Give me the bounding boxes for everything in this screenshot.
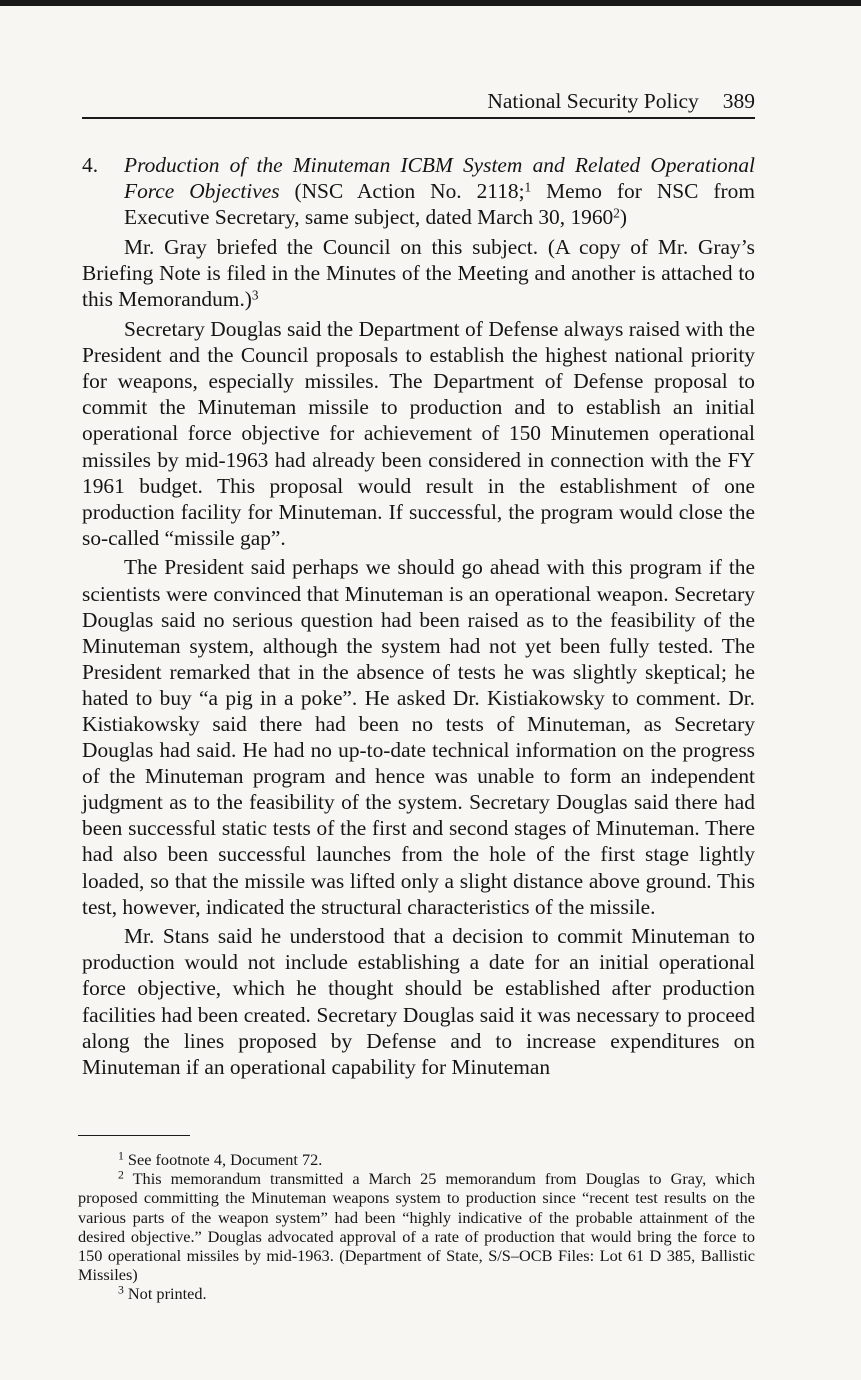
footnotes bbox=[78, 1150, 755, 1304]
footnote-1 bbox=[78, 1150, 755, 1169]
footnote-2 bbox=[78, 1169, 755, 1284]
footnote-text: Not printed. bbox=[123, 1284, 207, 1304]
paragraph-gray-briefing bbox=[82, 234, 755, 312]
item-number: 4. bbox=[82, 153, 99, 177]
footnote-mark: 2 bbox=[118, 1168, 124, 1182]
footnote-separator bbox=[78, 1135, 190, 1136]
footnote-3 bbox=[78, 1284, 755, 1303]
footnote-mark: 3 bbox=[118, 1283, 124, 1297]
main-text bbox=[82, 152, 755, 1083]
running-header bbox=[82, 86, 755, 116]
running-header-title: National Security Policy bbox=[487, 89, 699, 113]
agenda-item bbox=[82, 152, 755, 230]
item-reference-part-1: (NSC Action No. 2118; bbox=[279, 179, 525, 204]
paragraph-president-minuteman: The President said perhaps we should go ahead with this program if the scientists were convinced that Minuteman is an operational weapon. Secretary Douglas said no serious question had been raised as to the feasibility of the Minuteman system, although the system had not yet been fully tested. The President remarked that in the absence of tests he was slightly skeptical; he hated to buy “a pig in a poke”. He asked Dr. Kistiakowsky to comment. Dr. Kistiakowsky said there had been no tests of Minuteman, as Secretary Douglas had said. He had no up-to-date technical information on the progress of the Minuteman program and hence was unable to form an independent judgment as to the feasibility of the system. Secretary Douglas said there had been successful static tests of the first and second stages of Minuteman. There had also been successful launches from the hole of the first stage lightly loaded, so that the missile was lifted only a slight distance above ground. This test, however, indicated the structural characteristics of the missile. bbox=[82, 555, 755, 919]
page-top-edge bbox=[0, 0, 861, 6]
footnote-ref-3[interactable]: 3 bbox=[251, 288, 259, 304]
footnote-mark: 1 bbox=[118, 1149, 124, 1163]
paragraph-douglas-defense: Secretary Douglas said the Department of Defense always raised with the President and the Council proposals to establish the highest national priority for weapons, especially missiles. The Department of Defense proposal to commit the Minuteman missile to production and to establish an initial operational force objective for achievement of 150 Minutemen operational missiles by mid-1963 had already been considered in connection with the FY 1961 budget. This proposal would result in the establishment of one production facility for Minuteman. If successful, the program would close the so-called “missile gap”. bbox=[82, 317, 755, 550]
item-title: Production of the Minuteman ICBM System and Related Operational Force Objectives bbox=[124, 153, 755, 204]
header-rule bbox=[82, 117, 755, 119]
paragraph-stans: Mr. Stans said he understood that a decision to commit Minuteman to production would not include establishing a date for an initial operational force objective, which he thought should be established after production facilities had been created. Secretary Douglas said it was necessary to proceed along the lines proposed by Defense and to increase expenditures on Minuteman if an operational capability for Minuteman bbox=[82, 924, 755, 1079]
paragraph-text: Mr. Gray briefed the Council on this subject. (A copy of Mr. Gray’s Briefing Note is filed in the Minutes of the Meeting and another is attached to this Memorandum.) bbox=[82, 235, 755, 312]
footnote-ref-1[interactable]: 1 bbox=[524, 179, 532, 195]
footnote-ref-2[interactable]: 2 bbox=[613, 205, 620, 221]
item-reference-part-2: Memo for NSC from Executive Secretary, same subject, dated March 30, 1960 bbox=[124, 179, 755, 230]
footnote-text: This memorandum transmitted a March 25 memorandum from Douglas to Gray, which proposed committing the Minuteman weapons system to production since “recent test results on the various parts of the weapon system” had been “highly indicative of the probable attainment of the desired objective.” Douglas advocated approval of a rate of production that would bring the force to 150 operational missiles by mid-1963. (Department of State, S/S–OCB Files: Lot 61 D 385, Ballistic Missiles) bbox=[78, 1169, 755, 1285]
page-number: 389 bbox=[722, 89, 755, 113]
footnote-text: See footnote 4, Document 72. bbox=[123, 1150, 323, 1169]
item-reference-part-3: ) bbox=[619, 205, 627, 230]
